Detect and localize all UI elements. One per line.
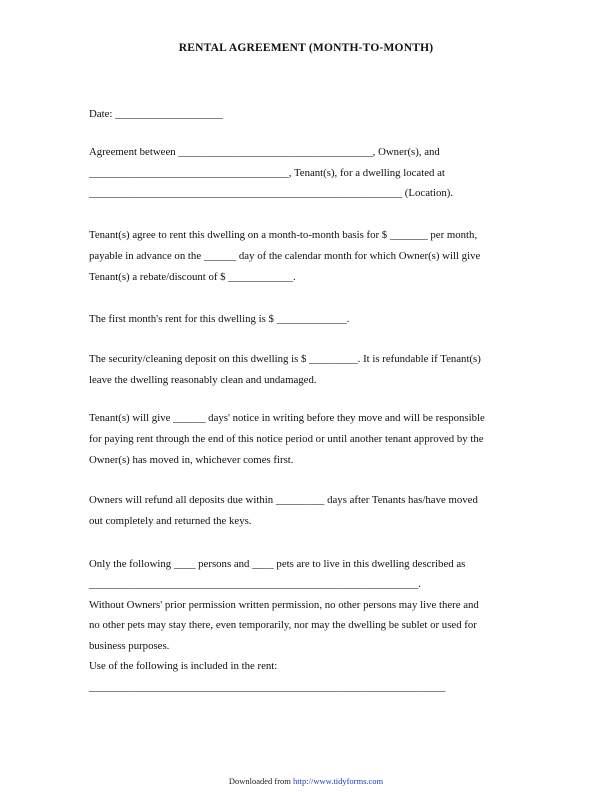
occupants-line-7: __________________________________________________________________ [89, 681, 446, 693]
agreement-line-1: Agreement between ____________________________________, Owner(s), and [89, 146, 440, 158]
occupants-line-1: Only the following ____ persons and ____ pets are to live in this dwelling described as [89, 558, 466, 570]
occupants-line-2: _____________________________________________________________. [89, 578, 422, 590]
refund-line-2: out completely and returned the keys. [89, 515, 252, 527]
occupants-line-3: Without Owners' prior permission written permission, no other persons may live there and [89, 599, 479, 611]
footer-prefix: Downloaded from [228, 776, 294, 786]
refund-line-1: Owners will refund all deposits due within _________ days after Tenants has/have moved [89, 494, 478, 506]
footer-link[interactable]: http://www.tidyforms.com [293, 776, 384, 786]
rent-line-2: payable in advance on the ______ day of the calendar month for which Owner(s) will give [89, 250, 481, 262]
occupants-line-6: Use of the following is included in the rent: [89, 660, 278, 672]
agreement-line-2: _____________________________________, Tenant(s), for a dwelling located at [89, 167, 445, 179]
document-title: RENTAL AGREEMENT (MONTH-TO-MONTH) [178, 42, 434, 54]
occupants-line-4: no other pets may stay there, even temporarily, nor may the dwelling be sublet or used for [89, 619, 477, 631]
deposit-line-2: leave the dwelling reasonably clean and undamaged. [89, 374, 317, 386]
date-line: Date: ____________________ [89, 108, 224, 120]
deposit-line-1: The security/cleaning deposit on this dwelling is $ _________. It is refundable if Tenant(s) [89, 353, 481, 365]
rent-line-1: Tenant(s) agree to rent this dwelling on a month-to-month basis for $ _______ per month, [89, 229, 478, 241]
notice-line-2: for paying rent through the end of this notice period or until another tenant approved by the [89, 433, 484, 445]
rent-line-3: Tenant(s) a rebate/discount of $ ____________. [89, 271, 296, 283]
notice-line-3: Owner(s) has moved in, whichever comes first. [89, 454, 294, 466]
agreement-line-3: __________________________________________________________ (Location). [89, 187, 454, 199]
first-month-line: The first month's rent for this dwelling is $ _____________. [89, 313, 350, 325]
footer [0, 776, 612, 786]
occupants-line-5: business purposes. [89, 640, 170, 652]
notice-line-1: Tenant(s) will give ______ days' notice in writing before they move and will be responsible [89, 412, 485, 424]
